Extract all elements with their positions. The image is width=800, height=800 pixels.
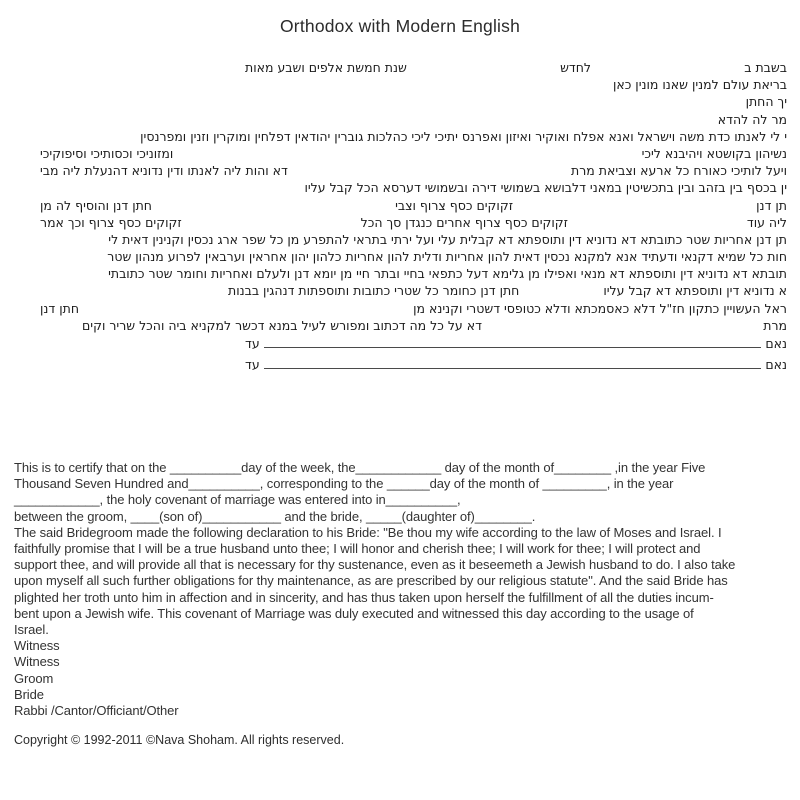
english-text-line: plighted her troth unto him in affection and in sincerity, and has thus taken upon herself the fulfillment of all the duties incum-: [14, 589, 714, 605]
english-text-line: Israel.: [14, 622, 49, 638]
hebrew-text-segment: זקוקים כסף צרוף וכך אמר: [40, 214, 182, 230]
hebrew-line: [82, 318, 787, 335]
english-text-line: ____________, the holy covenant of marriage was entered into in__________,: [14, 492, 461, 508]
hebrew-text-segment: דא והות ליה לאנתו ודין נדוניא דהנעלת ליה מבי: [40, 163, 288, 179]
officiant-label: Rabbi /Cantor/Officiant/Other: [14, 703, 179, 719]
signed-by-label: נאם: [765, 356, 787, 372]
english-text-line: Thousand Seven Hundred and__________, corresponding to the ______day of the month of _________, in the year: [14, 476, 674, 492]
hebrew-line: [40, 129, 787, 146]
signed-by-label: נאם: [765, 336, 787, 351]
english-text-line: This is to certify that on the __________day of the week, the____________ day of the month of________ ,in the year Five: [14, 460, 706, 475]
hebrew-line: [228, 283, 787, 300]
hebrew-text-segment: זקוקים כסף צרוף וצבי: [395, 197, 514, 213]
hebrew-date-line: [245, 60, 787, 77]
signature-blank-line: [264, 335, 762, 348]
witness-label: עד: [245, 356, 260, 372]
bride-label: Bride: [14, 686, 44, 702]
hebrew-text-segment: חתן דנן והוסיף לה מן: [40, 197, 152, 213]
hebrew-line: [40, 112, 787, 129]
hebrew-line: [40, 249, 787, 266]
hebrew-line: [40, 77, 787, 94]
hebrew-text-segment: מרת: [763, 317, 787, 333]
page-title: Orthodox with Modern English: [279, 16, 521, 36]
hebrew-line: [40, 198, 787, 215]
hebrew-ketubah-text: [40, 60, 787, 376]
hebrew-text-segment: תובתא דא נדוניא דין ותוספתא דא מנאי ואפילו מן גלימא דעל כתפאי בחיי ובתר חיי מן יומא דנן ולעלם ואחריות וחומר שטר כתובתי: [108, 266, 787, 282]
hebrew-line: [40, 94, 787, 111]
hebrew-line: [40, 163, 787, 180]
signature-blank-line: [264, 356, 762, 369]
hebrew-text-segment: בשבת ב: [744, 60, 787, 75]
hebrew-text-segment: זקוקים כסף צרוף אחרים כנגדן סך הכל: [360, 214, 568, 230]
english-text-line: The said Bridegroom made the following declaration to his Bride: "Be thou my wife according to the law of Moses and Israel. I: [14, 524, 722, 540]
hebrew-text-segment: תן דנן אחריות שטר כתובתא דא נדוניא דין ותוספתא דא קבלית עלי ועל ירתי בתראי להתפרע מן כל שפר ארג נכסין וקנינין דאית לי: [108, 231, 787, 247]
hebrew-text-segment: ראל העשויין כתקון חז"ל דלא כאסמכתא ודלא כטופסי דשטרי וקנינא מן: [413, 300, 787, 316]
hebrew-text-segment: א נדוניא דין ותוספתא דא קבל עליו: [603, 283, 787, 299]
witness-signature-line: [245, 335, 787, 356]
hebrew-text-segment: דא על כל מה דכתוב ומפורש לעיל במנא דכשר למקניא ביה והכל שריר וקים: [82, 317, 482, 333]
witness-label: עד: [245, 336, 260, 351]
english-text-line: between the groom, ____(son of)___________ and the bride, _____(daughter of)________.: [14, 508, 536, 524]
hebrew-line: [40, 266, 787, 283]
hebrew-text-segment: ומזוניכי וכסותיכי וסיפוקיכי: [40, 145, 174, 161]
copyright-notice: Copyright © 1992-2011 ©Nava Shoham. All rights reserved.: [14, 733, 345, 747]
hebrew-text-segment: חתן דנן כחומר כל שטרי כתובות ותוספתות דנהגין בבנות: [228, 283, 520, 299]
english-text-line: faithfully promise that I will be a true husband unto thee; I will honor and cherish thee; I will work for thee; I will protect and: [14, 541, 701, 557]
hebrew-text-segment: חות כל שמיא דקנאי ודעתיד אנא למקנא נכסין דאית להון אחריות ודלית להון אחריות כלהון יהון אחראין וערבאין לפרוע מנהון שטר: [107, 249, 787, 265]
hebrew-text-segment: יך החתן: [745, 94, 787, 110]
english-text-line: support thee, and will provide all that is necessary for thy sustenance, even as it beseemeth a Jewish husband to do. I also take: [14, 557, 736, 573]
hebrew-line: [40, 146, 787, 163]
english-text-line: bent upon a Jewish wife. This covenant of Marriage was duly executed and witnessed this day according to the usage of: [14, 605, 694, 621]
hebrew-line: [40, 180, 787, 197]
groom-label: Groom: [14, 670, 54, 686]
witness-signature-line: [245, 356, 787, 377]
english-certification-text: [14, 460, 784, 719]
hebrew-text-segment: בריאת עולם למנין שאנו מונין כאן: [612, 77, 787, 93]
hebrew-text-segment: ויעל לותיכי כאורח כל ארעא וצביאת מרת: [571, 163, 787, 179]
witness-label: Witness: [14, 654, 60, 670]
hebrew-line: [40, 232, 787, 249]
hebrew-line: [40, 301, 787, 318]
hebrew-text-segment: ין בכסף בין בזהב ובין בתכשיטין במאני דלבושא בשמושי דירה ובשמושי דערסא הכל קבל עליו: [304, 180, 787, 196]
hebrew-text-segment: מר לה להדא: [717, 111, 787, 127]
hebrew-line: [40, 215, 787, 232]
hebrew-text-segment: חתן דנן: [40, 300, 79, 316]
witness-label: Witness: [14, 638, 60, 654]
hebrew-text-segment: י לי לאנתו כדת משה וישראל ואנא אפלח ואוקיר ואיזון ואפרנס יתיכי ליכי כהלכות גוברין יהודאין דפלחין ומוקרין וזנין ומפרנסין: [140, 128, 787, 144]
hebrew-text-segment: ליה עוד: [746, 214, 787, 230]
hebrew-text-segment: שנת חמשת אלפים ושבע מאות: [245, 60, 407, 75]
english-text-line: upon myself all such further obligations for thy maintenance, as are prescribed by our religious statute". And the said Bride has: [14, 573, 728, 589]
hebrew-text-segment: לחדש: [560, 60, 592, 75]
hebrew-text-segment: תן דנן: [756, 197, 787, 213]
hebrew-text-segment: נשיהון בקושטא ויהיבנא ליכי: [641, 145, 787, 161]
